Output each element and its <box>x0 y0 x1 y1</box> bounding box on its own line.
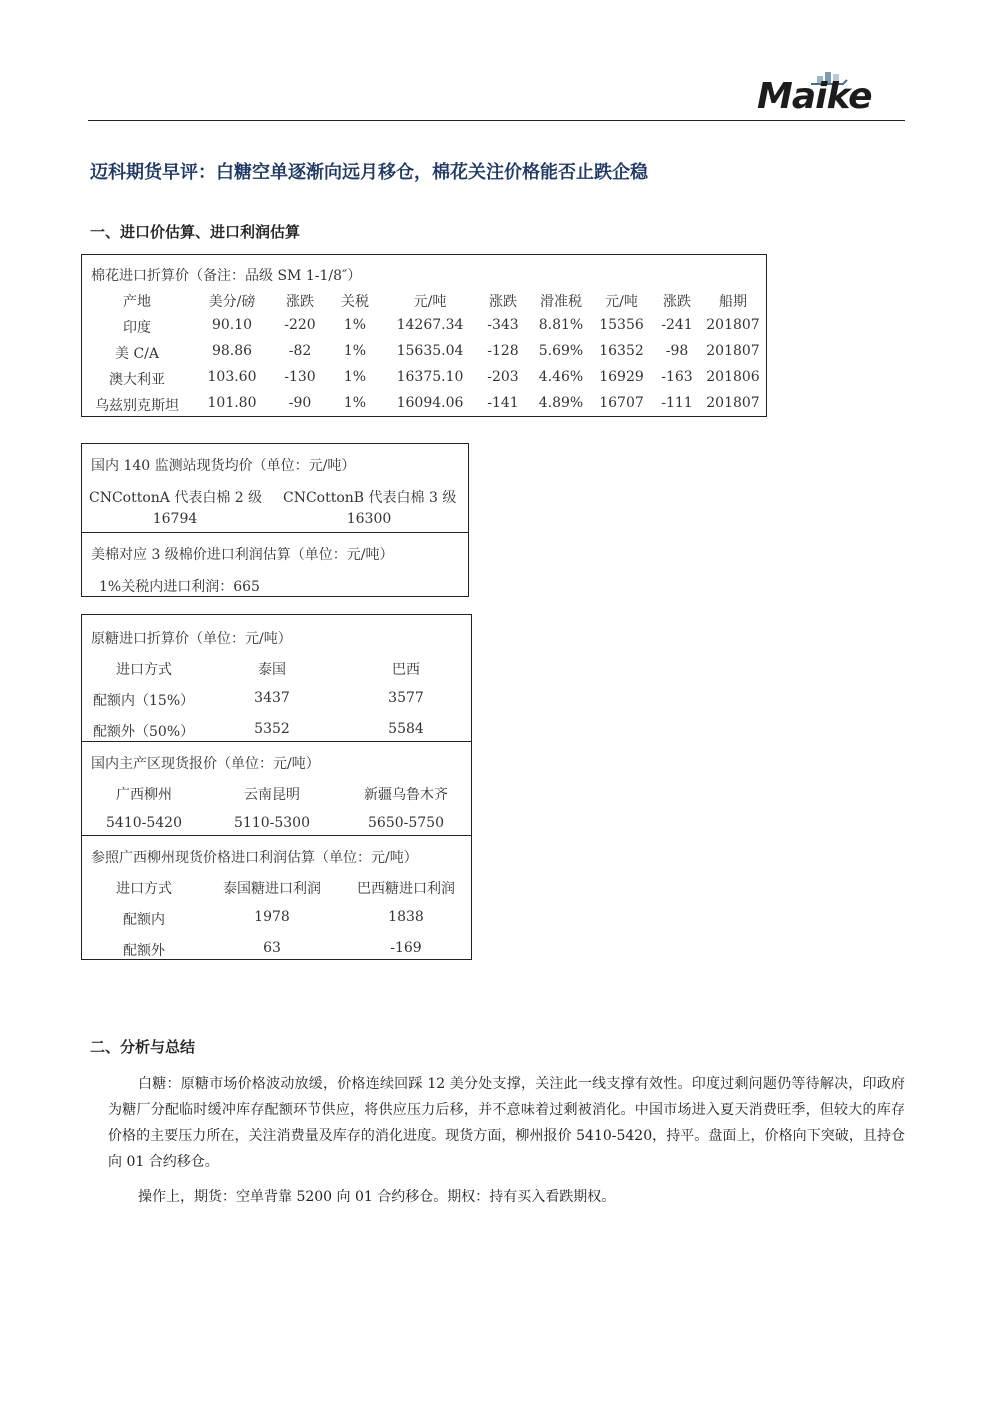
cell: 5352 <box>254 721 290 737</box>
cell: 98.86 <box>211 343 253 359</box>
header-cell: 产地 <box>123 294 151 310</box>
logo-text: Maike <box>757 76 872 117</box>
cell: 201806 <box>706 369 760 385</box>
divider <box>82 835 471 836</box>
cell: -98 <box>665 343 689 359</box>
header-cell: 进口方式 <box>116 662 172 678</box>
section-heading-analysis: 二、分析与总结 <box>90 1038 196 1056</box>
cell: 101.80 <box>207 395 257 411</box>
cell: 1% <box>343 369 367 385</box>
cell: 1% <box>343 317 367 333</box>
header-cell: 新疆乌鲁木齐 <box>364 787 448 803</box>
header-cell: 元/吨 <box>413 294 447 310</box>
cell: 16707 <box>599 395 644 411</box>
cell: -169 <box>390 940 422 956</box>
sugar-spot-caption: 国内主产区现货报价（单位：元/吨） <box>91 756 320 772</box>
operation-paragraph: 操作上，期货：空单背靠 5200 向 01 合约移仓。期权：持有买入看跌期权。 <box>138 1189 616 1205</box>
header-cell: 巴西 <box>392 662 420 678</box>
cell: 3437 <box>254 690 290 706</box>
cell: 8.81% <box>538 317 584 333</box>
cell: 5410-5420 <box>106 815 182 831</box>
header-cell: 巴西糖进口利润 <box>357 881 455 897</box>
cell: 5.69% <box>538 343 584 359</box>
cell: -203 <box>487 369 519 385</box>
cell-origin: 印度 <box>123 320 151 336</box>
cell: -163 <box>661 369 693 385</box>
header-divider <box>88 120 905 121</box>
cell: -141 <box>487 395 519 411</box>
cell: 配额外 <box>123 943 165 959</box>
sugar-profit-caption: 参照广西柳州现货价格进口利润估算（单位：元/吨） <box>91 850 418 866</box>
cell: 15356 <box>599 317 644 333</box>
maike-logo <box>755 70 895 120</box>
cotton-profit-caption: 美棉对应 3 级棉价进口利润估算（单位：元/吨） <box>91 547 394 563</box>
cell: 4.89% <box>538 395 584 411</box>
cell: 201807 <box>706 343 760 359</box>
header-cell: 云南昆明 <box>244 787 300 803</box>
divider <box>82 741 471 742</box>
sugar-import-table <box>81 614 472 960</box>
cell: 14267.34 <box>396 317 464 333</box>
cell-origin: 乌兹别克斯坦 <box>95 398 179 414</box>
header-cell: 涨跌 <box>286 294 314 310</box>
header-cell: 船期 <box>719 294 747 310</box>
cotton-import-table <box>81 254 767 417</box>
header-cell: 涨跌 <box>489 294 517 310</box>
header-cell: 涨跌 <box>663 294 691 310</box>
cell: -241 <box>661 317 693 333</box>
header-cell: 元/吨 <box>605 294 638 310</box>
section-heading-import: 一、进口价估算、进口利润估算 <box>90 223 301 241</box>
cell: 201807 <box>706 317 760 333</box>
cell: 90.10 <box>211 317 253 333</box>
domestic-cotton-caption: 国内 140 监测站现货均价（单位：元/吨） <box>91 458 356 474</box>
divider <box>82 532 468 533</box>
cell: 3577 <box>388 690 424 706</box>
cell: -82 <box>288 343 312 359</box>
cell: 103.60 <box>207 369 257 385</box>
cell: 16375.10 <box>396 369 464 385</box>
cell: 16094.06 <box>396 395 464 411</box>
cncotton-b-label: CNCottonB 代表白棉 3 级 <box>283 490 457 506</box>
cncotton-a-label: CNCottonA 代表白棉 2 级 <box>89 490 263 506</box>
cncotton-b-value: 16300 <box>346 511 392 527</box>
cell: 1838 <box>388 909 424 925</box>
cell: -130 <box>284 369 316 385</box>
cell: 5650-5750 <box>368 815 444 831</box>
cell: 16352 <box>599 343 644 359</box>
cell: 63 <box>263 940 281 956</box>
cell: 1% <box>343 343 367 359</box>
cotton-import-caption: 棉花进口折算价（备注：品级 SM 1-1/8″） <box>91 268 362 284</box>
cell: 5584 <box>388 721 424 737</box>
cell: 配额外（50%） <box>93 724 195 740</box>
cotton-profit-value: 1%关税内进口利润：665 <box>99 579 260 595</box>
sugar-import-caption: 原糖进口折算价（单位：元/吨） <box>91 631 292 647</box>
cell: -220 <box>284 317 316 333</box>
header-cell: 关税 <box>341 294 369 310</box>
analysis-paragraph: 白糖：原糖市场价格波动放缓，价格连续回踩 12 美分处支撑，关注此一线支撑有效性。印度过剩问题仍等待解决，印政府为糖厂分配临时缓冲库存配额环节供应，将供应压力后移，并不意味着过剩被消化。中国市场进入夏天消费旺季，但较大的库存价格的主要压力所在，关注消费量及库存的消化进度。现货方面，柳州报价 5410-5420，持平。盘面上，价格向下突破，且持仓向 01 合约移仓。 <box>108 1076 905 1170</box>
cell: 1978 <box>254 909 290 925</box>
cell-origin: 澳大利亚 <box>109 372 165 388</box>
cell: -128 <box>487 343 519 359</box>
cell: 配额内（15%） <box>93 693 195 709</box>
cell: 16929 <box>599 369 644 385</box>
cell: -90 <box>288 395 312 411</box>
header-cell: 广西柳州 <box>116 787 172 803</box>
cell-origin: 美 C/A <box>115 346 159 362</box>
header-cell: 泰国 <box>258 662 286 678</box>
cell: 配额内 <box>123 912 165 928</box>
header-cell: 泰国糖进口利润 <box>223 881 321 897</box>
cell: 4.46% <box>538 369 584 385</box>
cell: -343 <box>487 317 519 333</box>
domestic-cotton-table <box>81 443 469 597</box>
cell: 5110-5300 <box>234 815 310 831</box>
cell: -111 <box>661 395 693 411</box>
page-title: 迈科期货早评：白糖空单逐渐向远月移仓，棉花关注价格能否止跌企稳 <box>90 162 648 183</box>
cell: 1% <box>343 395 367 411</box>
header-cell: 滑准税 <box>540 294 582 310</box>
header-cell: 美分/磅 <box>208 294 256 310</box>
cell: 15635.04 <box>396 343 464 359</box>
header-cell: 进口方式 <box>116 881 172 897</box>
cell: 201807 <box>706 395 760 411</box>
cncotton-a-value: 16794 <box>152 511 198 527</box>
